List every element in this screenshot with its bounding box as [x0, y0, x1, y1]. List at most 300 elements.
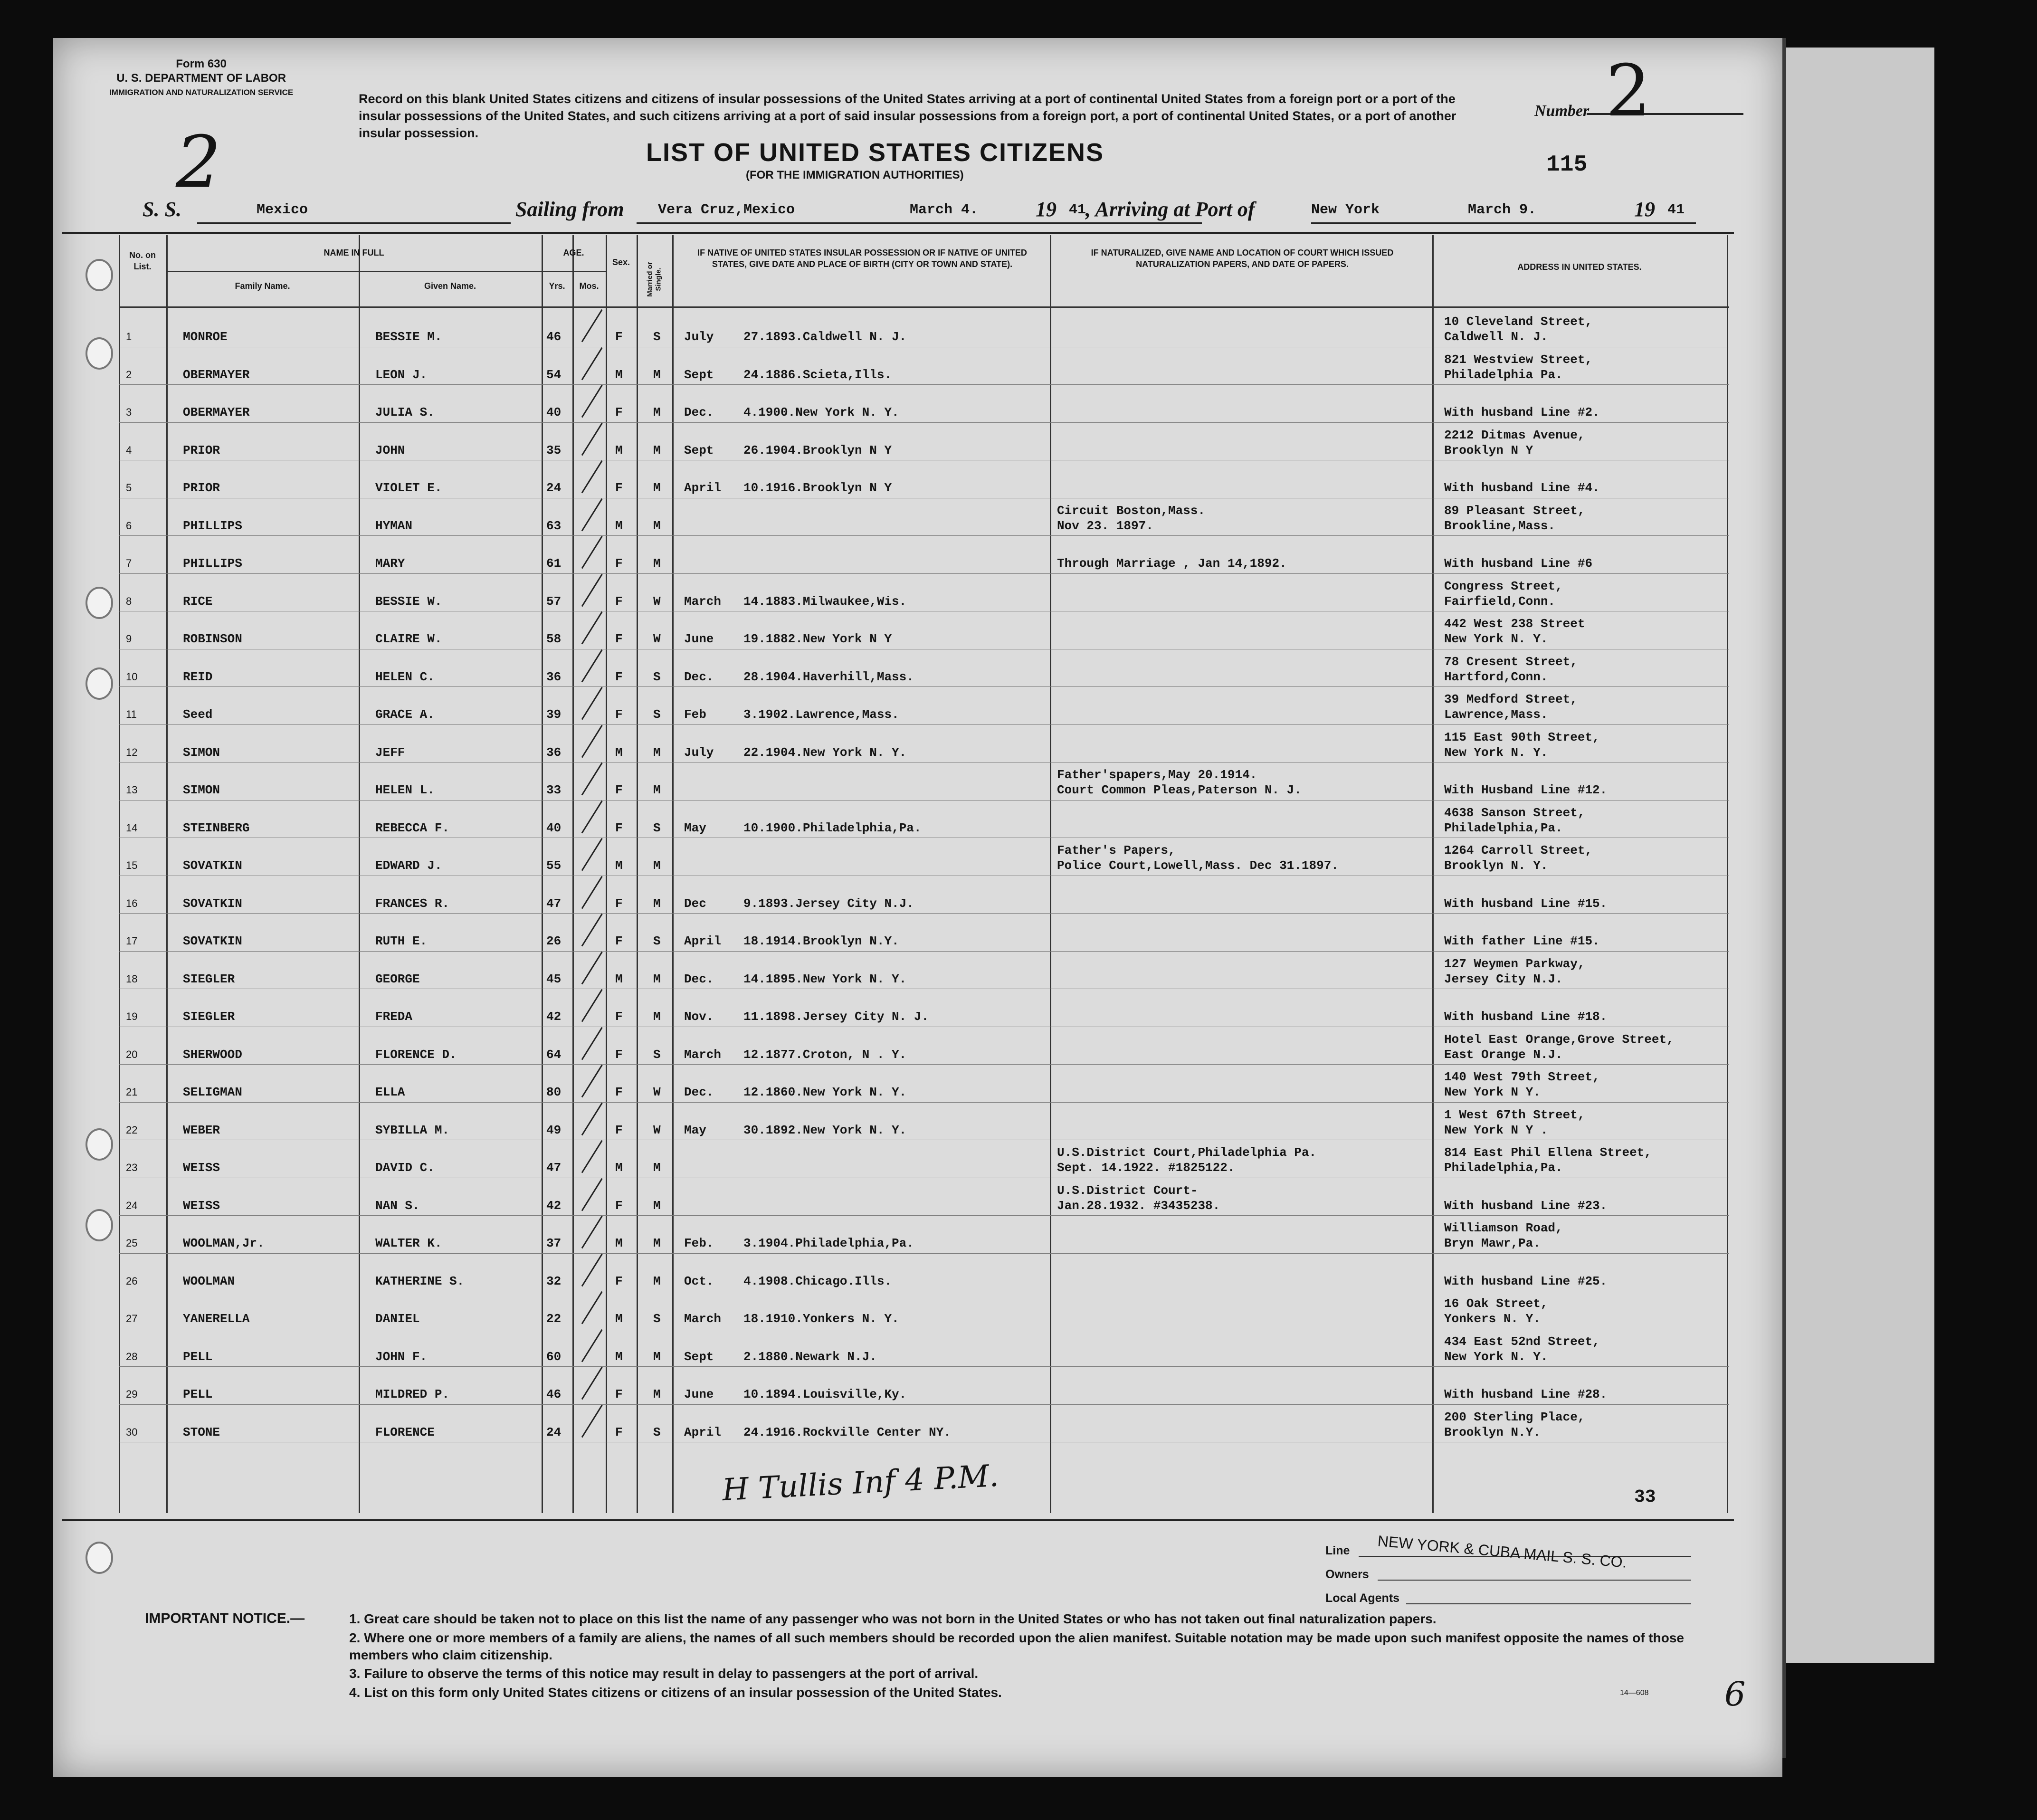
sex: F: [615, 632, 623, 646]
row-number: 12: [126, 746, 138, 758]
arriving-label: , Arriving at Port of: [1085, 198, 1255, 221]
marital-status: M: [653, 972, 661, 986]
row-rule: [119, 1253, 1729, 1254]
sex: M: [615, 1312, 623, 1326]
address-line-1: 127 Weymen Parkway,: [1444, 956, 1585, 971]
ship-label: S. S.: [143, 198, 181, 221]
birth-month: July: [684, 745, 714, 760]
age-years: 40: [546, 405, 562, 419]
given-name: VIOLET E.: [375, 481, 442, 495]
age-years: 39: [546, 707, 562, 722]
naturalization-line-2: Police Court,Lowell,Mass. Dec 31.1897.: [1057, 858, 1339, 873]
row-rule: [119, 384, 1729, 385]
sex: M: [615, 1236, 623, 1250]
address-line-2: With husband Line #4.: [1444, 481, 1600, 495]
age-years: 57: [546, 594, 562, 609]
row-rule: [119, 535, 1729, 536]
family-name: OBERMAYER: [183, 405, 250, 419]
sex: F: [615, 820, 623, 835]
address-line-2: Caldwell N. J.: [1444, 330, 1548, 344]
naturalization-line-2: Court Common Pleas,Paterson N. J.: [1057, 783, 1302, 797]
address-line-1: 1264 Carroll Street,: [1444, 843, 1593, 858]
sex: M: [615, 858, 623, 873]
age-years: 64: [546, 1047, 562, 1062]
row-number: 6: [126, 519, 132, 532]
address-line-2: Brooklyn N.Y.: [1444, 1425, 1541, 1439]
naturalization-line-2: Jan.28.1932. #3435238.: [1057, 1198, 1220, 1213]
birth-month: May: [684, 820, 706, 835]
family-name: PRIOR: [183, 443, 220, 457]
row-number: 25: [126, 1237, 138, 1249]
row-number: 2: [126, 368, 132, 381]
birth-date-place: 19.1882.New York N Y: [743, 632, 892, 646]
family-name: RICE: [183, 594, 213, 609]
address-line-1: 140 West 79th Street,: [1444, 1070, 1600, 1084]
row-number: 23: [126, 1162, 138, 1173]
header-birth: IF NATIVE OF UNITED STATES INSULAR POSSESSION OR IF NATIVE OF UNITED STATES, GIVE DATE AND PLACE OF BIRTH (CITY OR TOWN AND STATE).: [697, 248, 1027, 269]
birth-month: March: [684, 594, 722, 609]
family-name: WEISS: [183, 1161, 220, 1175]
sex: F: [615, 1010, 623, 1024]
address-line-1: 89 Pleasant Street,: [1444, 503, 1585, 518]
family-name: PHILLIPS: [183, 518, 242, 533]
birth-month: March: [684, 1312, 722, 1326]
age-years: 26: [546, 934, 562, 948]
sex: F: [615, 934, 623, 948]
naturalization-line-2: Nov 23. 1897.: [1057, 518, 1153, 533]
number-label: Number: [1534, 102, 1590, 120]
birth-month: Sept: [684, 367, 714, 382]
sex: M: [615, 745, 623, 760]
age-years: 36: [546, 745, 562, 760]
birth-date-place: 10.1894.Louisville,Ky.: [743, 1387, 907, 1401]
birth-date-place: 14.1883.Milwaukee,Wis.: [743, 594, 907, 609]
sailing-date: March 4.: [910, 202, 979, 218]
address-line-2: With husband Line #28.: [1444, 1387, 1608, 1401]
address-line-2: Lawrence,Mass.: [1444, 707, 1548, 722]
family-name: SOVATKIN: [183, 858, 242, 873]
row-rule: [119, 1215, 1729, 1216]
birth-month: Sept: [684, 443, 714, 457]
header-family-name: Family Name.: [235, 281, 290, 291]
row-number: 14: [126, 821, 138, 834]
row-number: 5: [126, 482, 132, 494]
row-number: 16: [126, 897, 138, 909]
age-years: 33: [546, 783, 562, 797]
given-name: GEORGE: [375, 972, 420, 986]
marital-status: M: [653, 405, 661, 419]
age-years: 46: [546, 1387, 562, 1401]
handwritten-mark: 2: [176, 121, 221, 204]
given-name: JEFF: [375, 745, 405, 760]
column-divider: [166, 235, 168, 1513]
birth-month: Dec: [684, 896, 706, 911]
form-identifier: [109, 57, 293, 100]
print-code: 14—608: [1620, 1689, 1649, 1697]
row-rule: [119, 1064, 1729, 1065]
marital-status: W: [653, 1123, 661, 1137]
notice-heading: IMPORTANT NOTICE.—: [145, 1610, 305, 1626]
sex: F: [615, 556, 623, 571]
column-divider: [1727, 235, 1728, 1513]
sex: M: [615, 1161, 623, 1175]
row-rule: [119, 1404, 1729, 1405]
page-subtitle: (FOR THE IMMIGRATION AUTHORITIES): [746, 169, 964, 181]
row-number: 4: [126, 444, 132, 456]
family-name: PELL: [183, 1387, 213, 1401]
address-line-2: New York N. Y.: [1444, 632, 1548, 646]
address-line-2: With father Line #15.: [1444, 934, 1600, 948]
header-divider: [119, 306, 1729, 308]
sex: M: [615, 1349, 623, 1364]
naturalization-line-2: Through Marriage , Jan 14,1892.: [1057, 556, 1287, 571]
address-line-1: 10 Cleveland Street,: [1444, 314, 1593, 329]
age-years: 32: [546, 1274, 562, 1288]
birth-date-place: 3.1902.Lawrence,Mass.: [743, 707, 899, 722]
address-line-2: With Husband Line #12.: [1444, 783, 1608, 797]
birth-month: Feb: [684, 707, 706, 722]
family-name: STONE: [183, 1425, 220, 1439]
family-name: PRIOR: [183, 481, 220, 495]
age-years: 24: [546, 481, 562, 495]
sex: F: [615, 896, 623, 911]
page-edge-shadow: [1782, 38, 1786, 1758]
birth-date-place: 12.1877.Croton, N . Y.: [743, 1047, 907, 1062]
given-name: HELEN L.: [375, 783, 435, 797]
address-line-2: Philadelphia,Pa.: [1444, 1161, 1563, 1175]
marital-status: M: [653, 1387, 661, 1401]
header-name-in-full: NAME IN FULL: [324, 248, 384, 257]
address-line-2: Yonkers N. Y.: [1444, 1312, 1541, 1326]
given-name: EDWARD J.: [375, 858, 442, 873]
passenger-table: [62, 232, 1734, 1521]
marital-status: M: [653, 556, 661, 571]
address-line-2: With husband Line #25.: [1444, 1274, 1608, 1288]
birth-month: April: [684, 481, 722, 495]
sailing-year: 41: [1069, 202, 1086, 218]
given-name: CLAIRE W.: [375, 632, 442, 646]
marital-status: S: [653, 820, 661, 835]
arrival-year: 41: [1667, 202, 1685, 218]
ship-name: Mexico: [257, 202, 308, 218]
ship-underline: [197, 222, 511, 224]
header-address: ADDRESS IN UNITED STATES.: [1517, 262, 1642, 272]
row-number: 1: [126, 331, 132, 343]
notice-item-3: 3. Failure to observe the terms of this notice may result in delay to passengers at the port of arrival.: [349, 1666, 979, 1681]
owners-label: Owners: [1325, 1568, 1369, 1581]
marital-status: S: [653, 934, 661, 948]
marital-status: M: [653, 1274, 661, 1288]
age-years: 60: [546, 1349, 562, 1364]
age-years: 54: [546, 367, 562, 382]
birth-month: June: [684, 1387, 714, 1401]
address-line-1: 115 East 90th Street,: [1444, 730, 1600, 744]
row-rule: [119, 1102, 1729, 1103]
birth-month: Dec.: [684, 1085, 714, 1099]
birth-month: May: [684, 1123, 706, 1137]
line-label: Line: [1325, 1544, 1350, 1557]
address-line-1: 2212 Ditmas Avenue,: [1444, 428, 1585, 442]
family-name: PELL: [183, 1349, 213, 1364]
birth-month: Nov.: [684, 1010, 714, 1024]
birth-date-place: 27.1893.Caldwell N. J.: [743, 330, 907, 344]
row-rule: [119, 686, 1729, 687]
owners-rule: [1378, 1580, 1691, 1581]
column-divider: [606, 235, 607, 1513]
marital-status: W: [653, 632, 661, 646]
address-line-2: New York N Y .: [1444, 1123, 1548, 1137]
column-divider: [359, 235, 360, 1513]
row-number: 15: [126, 859, 138, 871]
family-name: SIEGLER: [183, 972, 235, 986]
family-name: OBERMAYER: [183, 367, 250, 382]
given-name: REBECCA F.: [375, 820, 450, 835]
header-given-name: Given Name.: [424, 281, 476, 291]
page-number: 115: [1546, 152, 1588, 178]
given-name: RUTH E.: [375, 934, 428, 948]
row-rule: [119, 1366, 1729, 1367]
family-name: Seed: [183, 707, 213, 722]
header-naturalized: IF NATURALIZED, GIVE NAME AND LOCATION OF COURT WHICH ISSUED NATURALIZATION PAPERS, AND DATE OF PAPERS.: [1091, 248, 1394, 269]
column-divider: [672, 235, 674, 1513]
birth-month: Dec.: [684, 972, 714, 986]
row-number: 22: [126, 1124, 138, 1136]
marital-status: S: [653, 1312, 661, 1326]
marital-status: M: [653, 1198, 661, 1213]
birth-month: Feb.: [684, 1236, 714, 1250]
age-years: 47: [546, 1161, 562, 1175]
column-divider: [572, 235, 574, 1513]
address-line-2: With husband Line #6: [1444, 556, 1593, 571]
address-line-1: Congress Street,: [1444, 579, 1563, 593]
header-no: No. on List.: [129, 250, 156, 271]
notice-item-2: 2. Where one or more members of a family are aliens, the names of all such members should be recorded upon the alien manifest. Suitable notation may be made upon such manifest opposite the names of those members who claim citizenship.: [349, 1630, 1684, 1662]
age-years: 35: [546, 443, 562, 457]
marital-status: M: [653, 896, 661, 911]
address-line-1: 78 Cresent Street,: [1444, 654, 1578, 669]
naturalization-line-1: Father'spapers,May 20.1914.: [1057, 768, 1257, 782]
age-years: 49: [546, 1123, 562, 1137]
header-married-single: Married or Single.: [646, 262, 663, 297]
family-name: ROBINSON: [183, 632, 242, 646]
sex: F: [615, 1274, 623, 1288]
birth-month: April: [684, 1425, 722, 1439]
birth-date-place: 30.1892.New York N. Y.: [743, 1123, 907, 1137]
marital-status: M: [653, 481, 661, 495]
address-line-2: Brooklyn N. Y.: [1444, 858, 1548, 873]
birth-month: April: [684, 934, 722, 948]
age-years: 24: [546, 1425, 562, 1439]
sex: F: [615, 1387, 623, 1401]
row-number: 20: [126, 1048, 138, 1060]
column-divider: [1050, 235, 1051, 1513]
header-age: AGE.: [563, 248, 584, 257]
family-name: WOOLMAN,Jr.: [183, 1236, 265, 1250]
given-name: FREDA: [375, 1010, 413, 1024]
birth-month: July: [684, 330, 714, 344]
sex: F: [615, 1047, 623, 1062]
birth-date-place: 22.1904.New York N. Y.: [743, 745, 907, 760]
row-rule: [119, 422, 1729, 423]
family-name: WEBER: [183, 1123, 220, 1137]
naturalization-line-1: Circuit Boston,Mass.: [1057, 503, 1206, 518]
given-name: JULIA S.: [375, 405, 435, 419]
agents-rule: [1406, 1603, 1691, 1604]
marital-status: S: [653, 669, 661, 684]
marital-status: M: [653, 783, 661, 797]
given-name: WALTER K.: [375, 1236, 442, 1250]
family-name: MONROE: [183, 330, 228, 344]
address-line-1: 434 East 52nd Street,: [1444, 1334, 1600, 1349]
row-rule: [119, 951, 1729, 952]
row-number: 8: [126, 595, 132, 607]
sex: F: [615, 783, 623, 797]
age-years: 36: [546, 669, 562, 684]
sex: F: [615, 594, 623, 609]
given-name: HELEN C.: [375, 669, 435, 684]
address-line-1: 821 Westview Street,: [1444, 352, 1593, 367]
birth-date-place: 10.1900.Philadelphia,Pa.: [743, 820, 922, 835]
family-name: SOVATKIN: [183, 896, 242, 911]
marital-status: S: [653, 330, 661, 344]
row-number: 18: [126, 972, 138, 985]
address-line-2: With husband Line #2.: [1444, 405, 1600, 419]
address-line-2: Fairfield,Conn.: [1444, 594, 1556, 609]
sailing-port: Vera Cruz,Mexico: [658, 202, 795, 218]
address-line-1: 442 West 238 Street: [1444, 617, 1585, 631]
birth-date-place: 18.1914.Brooklyn N.Y.: [743, 934, 899, 948]
sex: F: [615, 707, 623, 722]
marital-status: M: [653, 745, 661, 760]
row-number: 13: [126, 784, 138, 796]
steamship-line: NEW YORK & CUBA MAIL S. S. CO.: [1377, 1532, 1628, 1571]
header-years: Yrs.: [549, 281, 565, 291]
header-subdivider: [542, 271, 606, 272]
given-name: SYBILLA M.: [375, 1123, 450, 1137]
address-line-2: Philadelphia Pa.: [1444, 367, 1563, 382]
column-divider: [637, 235, 638, 1513]
address-line-1: 16 Oak Street,: [1444, 1296, 1548, 1311]
given-name: MARY: [375, 556, 405, 571]
sex: F: [615, 1085, 623, 1099]
age-years: 42: [546, 1010, 562, 1024]
marital-status: S: [653, 1047, 661, 1062]
family-name: SOVATKIN: [183, 934, 242, 948]
age-years: 22: [546, 1312, 562, 1326]
birth-date-place: 18.1910.Yonkers N. Y.: [743, 1312, 899, 1326]
age-years: 37: [546, 1236, 562, 1250]
given-name: FRANCES R.: [375, 896, 450, 911]
sex: M: [615, 518, 623, 533]
marital-status: M: [653, 443, 661, 457]
birth-date-place: 3.1904.Philadelphia,Pa.: [743, 1236, 914, 1250]
birth-month: Dec.: [684, 405, 714, 419]
row-number: 17: [126, 935, 138, 947]
row-number: 21: [126, 1086, 138, 1098]
birth-month: Sept: [684, 1349, 714, 1364]
header-subdivider: [166, 271, 542, 272]
sex: F: [615, 330, 623, 344]
sex: F: [615, 481, 623, 495]
birth-month: June: [684, 632, 714, 646]
age-years: 47: [546, 896, 562, 911]
given-name: ELLA: [375, 1085, 405, 1099]
sailing-year-prefix: 19: [1036, 198, 1057, 221]
given-name: HYMAN: [375, 518, 413, 533]
notice-item-1: 1. Great care should be taken not to place on this list the name of any passenger who was not born in the United States or who has not taken out final naturalization papers.: [349, 1611, 1437, 1626]
birth-date-place: 14.1895.New York N. Y.: [743, 972, 907, 986]
row-rule: [119, 573, 1729, 574]
age-years: 58: [546, 632, 562, 646]
sex: F: [615, 669, 623, 684]
age-years: 45: [546, 972, 562, 986]
address-line-2: Philadelphia,Pa.: [1444, 820, 1563, 835]
given-name: DANIEL: [375, 1312, 420, 1326]
sex: M: [615, 367, 623, 382]
family-name: SIMON: [183, 783, 220, 797]
row-number: 26: [126, 1275, 138, 1287]
column-divider: [119, 235, 120, 1513]
list-number-handwritten: 2: [1606, 50, 1651, 133]
marital-status: M: [653, 367, 661, 382]
row-number: 10: [126, 670, 138, 683]
given-name: DAVID C.: [375, 1161, 435, 1175]
marital-status: W: [653, 594, 661, 609]
given-name: MILDRED P.: [375, 1387, 450, 1401]
marital-status: S: [653, 1425, 661, 1439]
address-line-1: 1 West 67th Street,: [1444, 1107, 1585, 1122]
sex: F: [615, 405, 623, 419]
address-line-2: Brooklyn N Y: [1444, 443, 1533, 457]
local-agents-label: Local Agents: [1325, 1591, 1400, 1605]
row-number: 19: [126, 1010, 138, 1022]
given-name: LEON J.: [375, 367, 428, 382]
address-line-1: Hotel East Orange,Grove Street,: [1444, 1032, 1674, 1047]
header-sex: Sex.: [612, 257, 630, 267]
address-line-2: With husband Line #15.: [1444, 896, 1608, 911]
given-name: BESSIE W.: [375, 594, 442, 609]
birth-date-place: 24.1886.Scieta,Ills.: [743, 367, 892, 382]
address-line-1: 4638 Sanson Street,: [1444, 805, 1585, 820]
page-title: LIST OF UNITED STATES CITIZENS: [646, 138, 1104, 167]
row-number: 11: [126, 708, 137, 720]
adjacent-page-edge: [1782, 48, 1934, 1663]
record-instructions: Record on this blank United States citizens and citizens of insular possessions of the United States arriving at a port of continental United States from a foreign port or a port of the insular possessions of the United States, and such citizens arriving at a port of said insular possessions from a foreign port, a port of continental United States, or a port of another insular possession.: [359, 92, 1456, 140]
given-name: GRACE A.: [375, 707, 435, 722]
family-name: WEISS: [183, 1198, 220, 1213]
row-rule: [119, 724, 1729, 725]
birth-date-place: 12.1860.New York N. Y.: [743, 1085, 907, 1099]
family-name: STEINBERG: [183, 820, 250, 835]
given-name: JOHN F.: [375, 1349, 428, 1364]
age-years: 55: [546, 858, 562, 873]
address-line-2: East Orange N.J.: [1444, 1047, 1563, 1062]
birth-date-place: 10.1916.Brooklyn N Y: [743, 481, 892, 495]
address-line-1: Williamson Road,: [1444, 1221, 1563, 1235]
notice-item-4: 4. List on this form only United States citizens or citizens of an insular possession of the United States.: [349, 1685, 1002, 1700]
row-number: 28: [126, 1350, 138, 1363]
column-divider: [1432, 235, 1434, 1513]
given-name: KATHERINE S.: [375, 1274, 465, 1288]
column-divider: [542, 235, 543, 1513]
family-name: SIEGLER: [183, 1010, 235, 1024]
family-name: REID: [183, 669, 213, 684]
age-years: 61: [546, 556, 562, 571]
family-name: YANERELLA: [183, 1312, 250, 1326]
arrival-date: March 9.: [1468, 202, 1537, 218]
marital-status: M: [653, 1010, 661, 1024]
address-line-1: 39 Medford Street,: [1444, 692, 1578, 706]
